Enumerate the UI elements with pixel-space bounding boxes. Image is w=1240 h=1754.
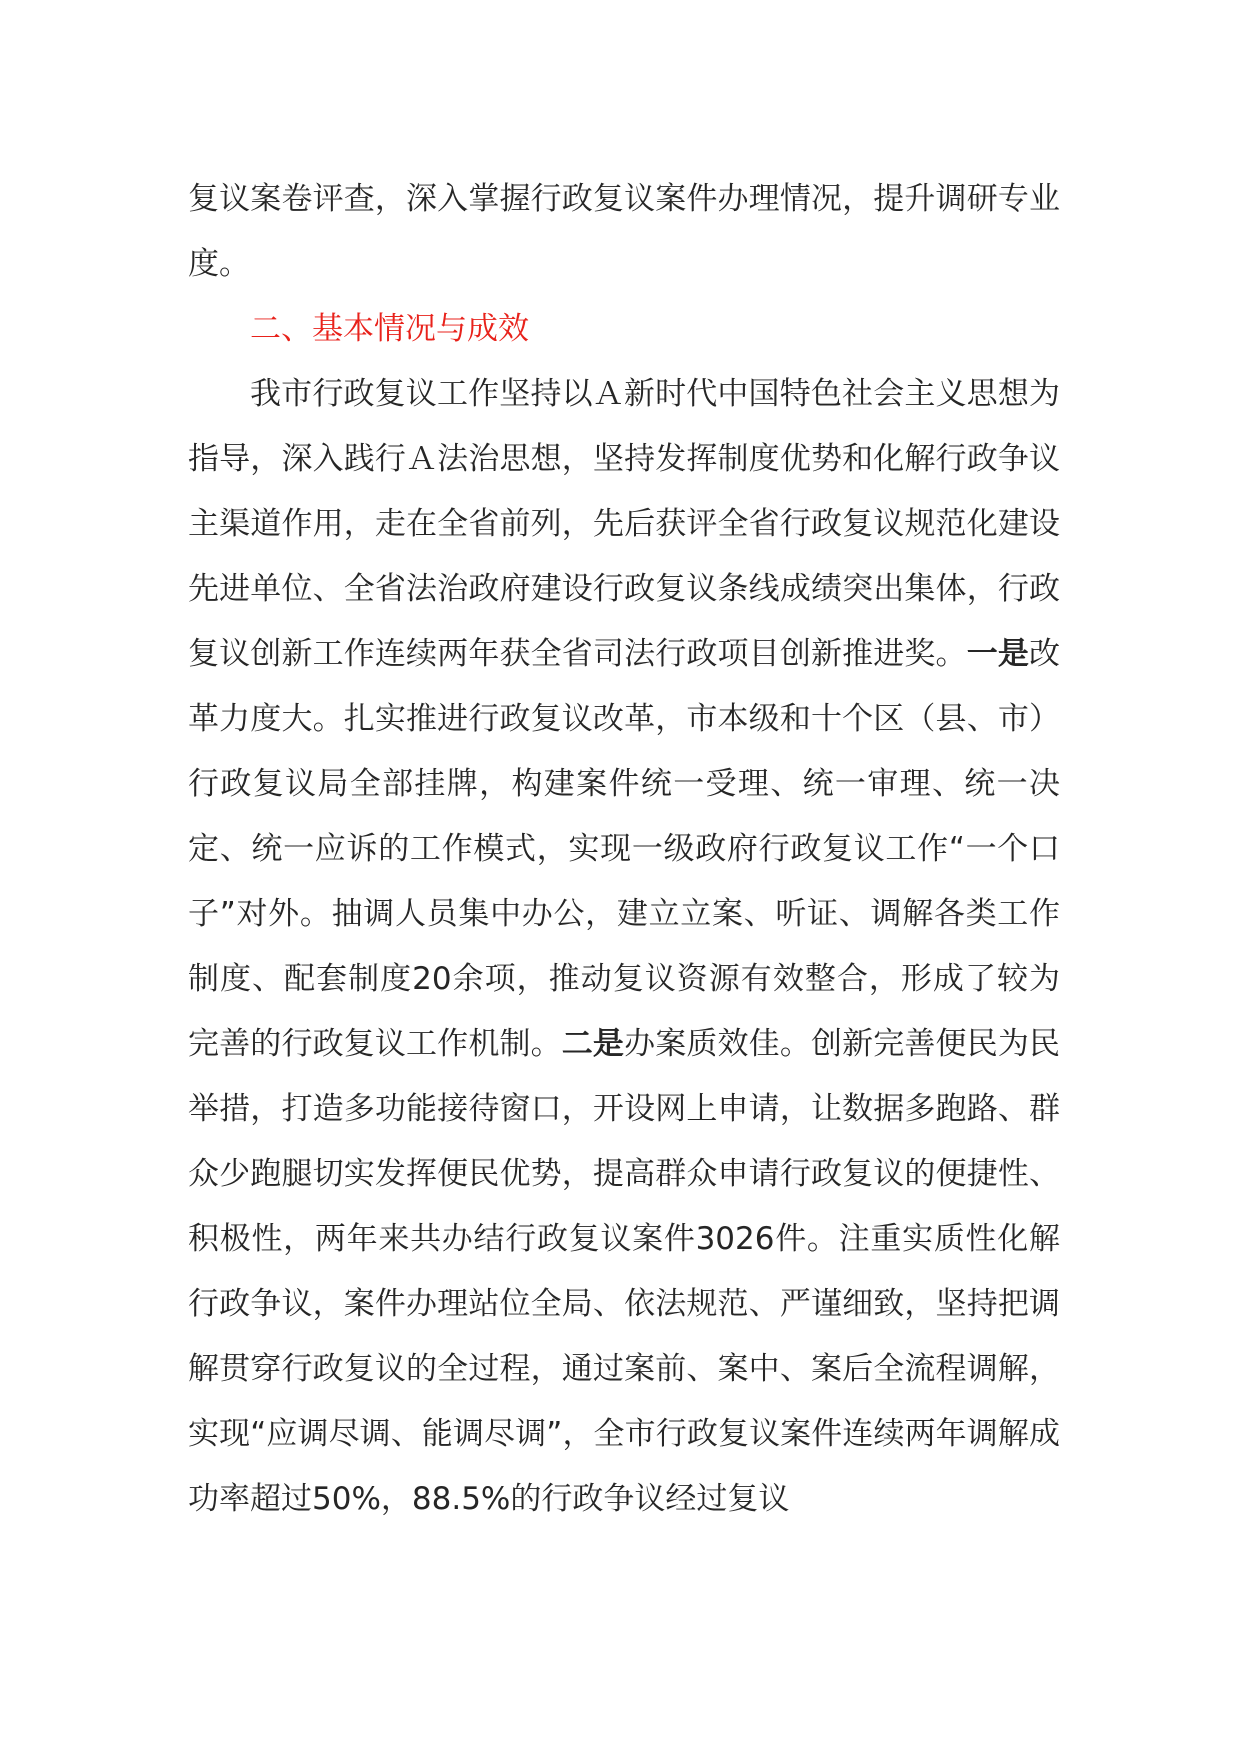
point-2-label: 二是 bbox=[561, 1026, 625, 1062]
point-2-text: 办案质效佳。创新完善便民为民举措，打造多功能接待窗口，开设网上申请，让数据多跑路、群众少跑腿切实发挥便民优势，提高群众申请行政复议的便捷性、积极性，两年来共办结行政复议案件3026件。注重实质性化解行政争议，案件办理站位全局、依法规范、严谨细致，坚持把调解贯穿行政复议的全过程，通过案前、案中、案后全流程调解，实现“应调尽调、能调尽调”，全市行政复议案件连续两年调解成功率超过50%，88.5%的行政争议经过复议 bbox=[188, 1026, 1061, 1517]
continuation-paragraph: 复议案卷评查，深入掌握行政复议案件办理情况，提升调研专业度。 bbox=[188, 181, 1060, 282]
document-body bbox=[188, 167, 1060, 1532]
point-1-label: 一是 bbox=[966, 636, 1029, 672]
main-paragraph bbox=[188, 362, 1060, 1532]
point-1-text: 改革力度大。扎实推进行政复议改革，市本级和十个区（县、市）行政复议局全部挂牌，构建案件统一受理、统一审理、统一决定、统一应诉的工作模式，实现一级政府行政复议工作“一个口子”对外。抽调人员集中办公，建立立案、听证、调解各类工作制度、配套制度20余项，推动复议资源有效整合，形成了较为完善的行政复议工作机制。 bbox=[188, 636, 1060, 1062]
section-heading: 二、基本情况与成效 bbox=[250, 311, 529, 347]
paragraph-intro: 我市行政复议工作坚持以Ａ新时代中国特色社会主义思想为指导，深入践行Ａ法治思想，坚持发挥制度优势和化解行政争议主渠道作用，走在全省前列，先后获评全省行政复议规范化建设先进单位、全省法治政府建设行政复议条线成绩突出集体，行政复议创新工作连续两年获全省司法行政项目创新推进奖。 bbox=[188, 376, 1060, 672]
